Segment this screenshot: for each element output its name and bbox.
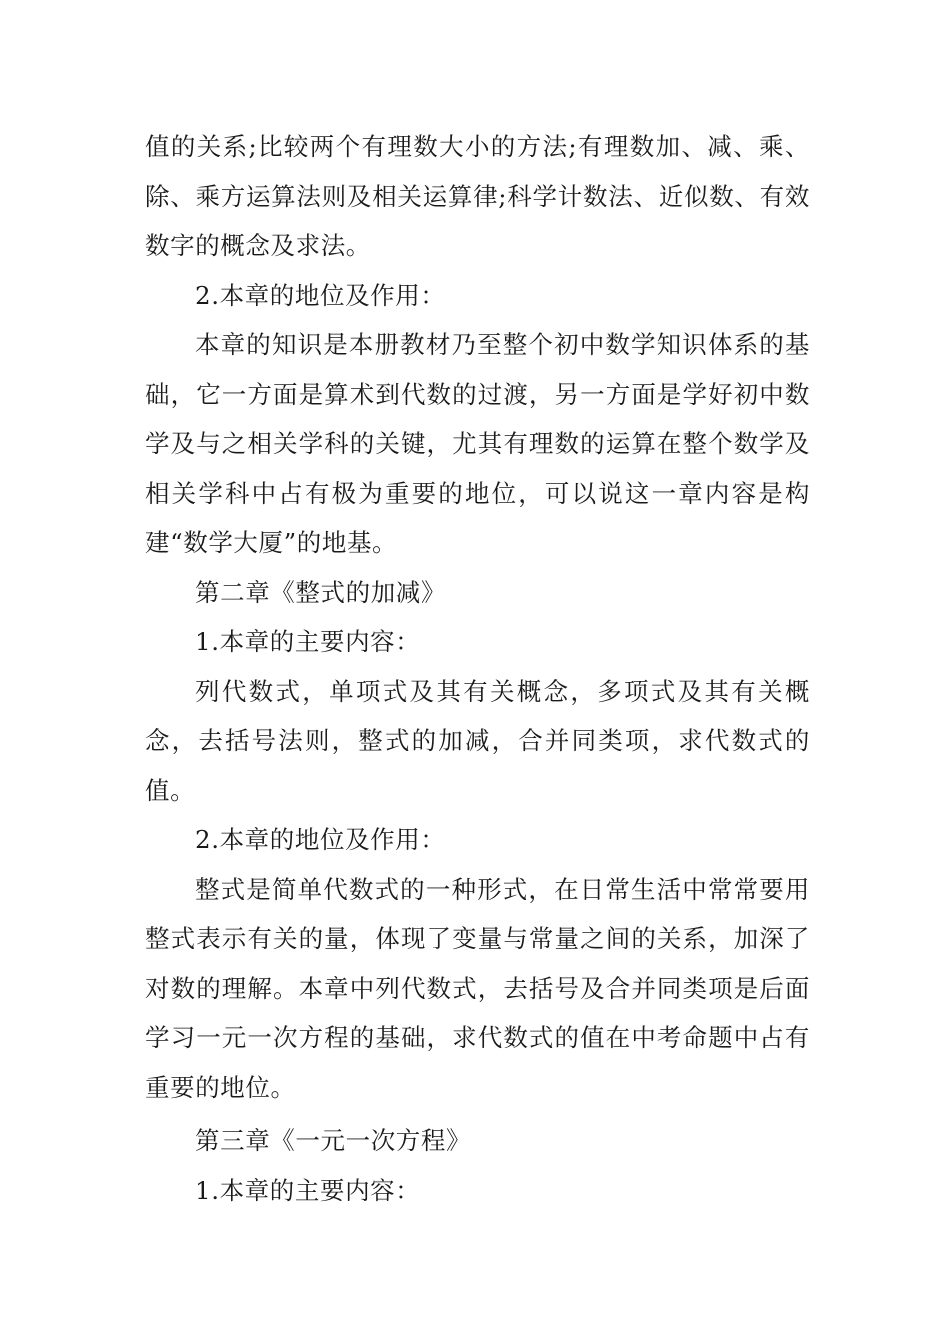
heading-content-chapter2: 1.本章的主要内容： bbox=[195, 627, 421, 656]
paragraph-role-chapter2: 整式是简单代数式的一种形式，在日常生活中常常要用整式表示有关的量，体现了变量与常量之间的关系，加深了对数的理解。本章中列代数式，去括号及合并同类项是后面学习一元一次方程的基础，求代数式的值在中考命题中占有重要的地位。 bbox=[145, 874, 810, 1102]
chapter-title-3: 第三章《一元一次方程》 bbox=[195, 1126, 472, 1155]
heading-role-chapter2: 2.本章的地位及作用： bbox=[195, 825, 446, 854]
paragraph-content-chapter2: 列代数式，单项式及其有关概念，多项式及其有关概念，去括号法则，整式的加减，合并同类项，求代数式的值。 bbox=[145, 676, 810, 805]
chapter-title-2: 第二章《整式的加减》 bbox=[195, 577, 446, 607]
document-page bbox=[145, 122, 810, 1215]
heading-content-chapter3: 1.本章的主要内容： bbox=[195, 1175, 421, 1205]
paragraph-continuation: 值的关系;比较两个有理数大小的方法;有理数加、减、乘、除、乘方运算法则及相关运算律;科学计数法、近似数、有效数字的概念及求法。 bbox=[145, 132, 810, 260]
heading-role-chapter1: 2.本章的地位及作用： bbox=[195, 280, 446, 310]
paragraph-role-chapter1: 本章的知识是本册教材乃至整个初中数学知识体系的基础，它一方面是算术到代数的过渡，另一方面是学好初中数学及与之相关学科的关键，尤其有理数的运算在整个数学及相关学科中占有极为重要的地位，可以说这一章内容是构建“数学大厦”的地基。 bbox=[145, 330, 810, 557]
